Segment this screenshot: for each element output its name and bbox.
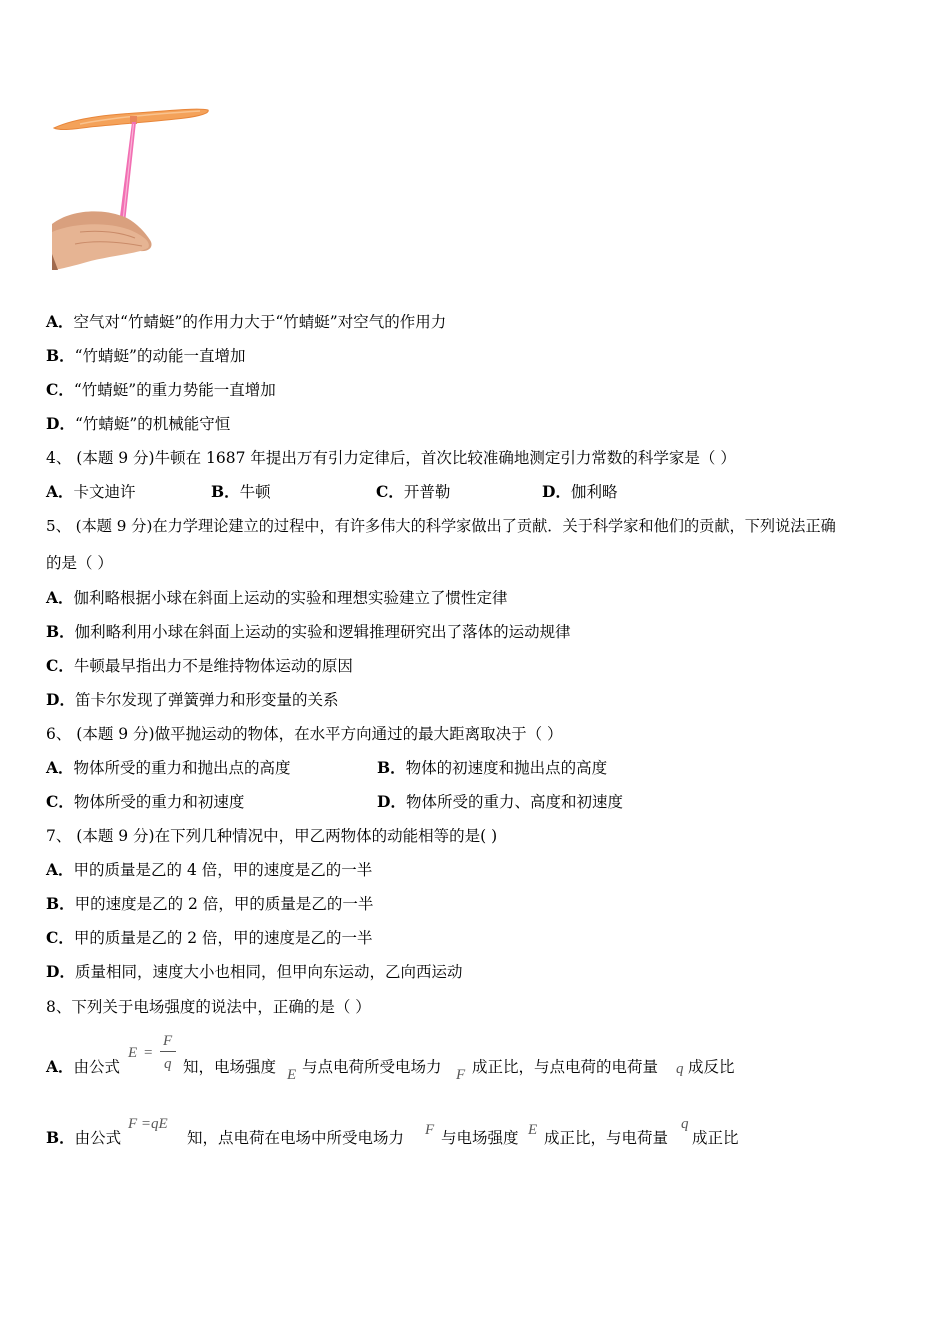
text-segment: 成正比，与点电荷的电荷量 (472, 1058, 659, 1076)
q3-option-d (46, 414, 230, 434)
q4-option-b (211, 482, 271, 502)
q6-option-d (377, 792, 623, 812)
q3-option-a (46, 312, 446, 332)
q8-option-a (46, 1033, 906, 1097)
option-label-and-text (46, 1128, 121, 1148)
formula-intro: 由公式 (74, 1129, 122, 1147)
formula-f-equals-qe: F =qE (128, 1116, 168, 1132)
option-text: 开普勒 (403, 483, 451, 501)
option-text: “竹蜻蜓”的机械能守恒 (74, 415, 231, 433)
q5-option-b (46, 622, 571, 642)
text-segment: 知，电场强度 (183, 1058, 277, 1076)
option-label: D． (542, 482, 571, 501)
option-label: C． (46, 928, 74, 947)
text-segment: 知，点电荷在电场中所受电场力 (187, 1129, 405, 1147)
option-label: B． (46, 1128, 75, 1147)
option-label: B． (46, 622, 75, 641)
option-text: 笛卡尔发现了弹簧弹力和形变量的关系 (74, 691, 339, 709)
q4-option-c (376, 482, 450, 502)
option-label: A． (46, 588, 74, 607)
option-text: 物体所受的重力、高度和初速度 (405, 793, 623, 811)
option-label: D． (46, 962, 75, 981)
option-label: D． (46, 690, 75, 709)
formula-equals: = (144, 1045, 153, 1061)
option-text: 物体所受的重力和初速度 (73, 793, 245, 811)
symbol-q: q (676, 1061, 684, 1077)
q8-stem: 8、下列关于电场强度的说法中，正确的是（ ） (46, 998, 371, 1016)
option-text: 伽利略 (570, 483, 618, 501)
option-label: C． (46, 380, 74, 399)
option-text: 甲的速度是乙的 2 倍，甲的质量是乙的一半 (74, 895, 374, 913)
option-text: 物体的初速度和抛出点的高度 (405, 759, 608, 777)
option-text: 空气对“竹蜻蜓”的作用力大于“竹蜻蜓”对空气的作用力 (73, 313, 447, 331)
option-label: D． (46, 414, 75, 433)
bamboo-dragonfly-figure (50, 104, 215, 272)
text-segment: 成正比，与电荷量 (544, 1129, 669, 1147)
formula-intro: 由公式 (73, 1058, 121, 1076)
q7-option-a (46, 860, 372, 880)
option-label: A． (46, 758, 74, 777)
symbol-e: E (287, 1067, 297, 1083)
q6-option-c (46, 792, 244, 812)
option-text: “竹蜻蜓”的动能一直增加 (74, 347, 246, 365)
option-text: 卡文迪许 (73, 483, 136, 501)
q7-option-c (46, 928, 373, 948)
symbol-f: F (456, 1067, 466, 1083)
q6-option-a (46, 758, 291, 778)
q7-option-d (46, 962, 462, 982)
option-label: C． (376, 482, 404, 501)
option-label: B． (377, 758, 406, 777)
symbol-f: F (425, 1122, 435, 1138)
q4-stem: 4、 (本题 9 分)牛顿在 1687 年提出万有引力定律后，首次比较准确地测定引力常数的科学家是（ ） (46, 449, 736, 467)
q3-option-c (46, 380, 276, 400)
q5-stem-line2: 的是（ ） (46, 554, 113, 572)
option-label: A． (46, 1057, 74, 1076)
option-label: B． (46, 346, 75, 365)
option-label: C． (46, 792, 74, 811)
option-label: A． (46, 860, 74, 879)
symbol-q: q (681, 1116, 689, 1132)
q4-option-d (542, 482, 617, 502)
option-text: 伽利略利用小球在斜面上运动的实验和逻辑推理研究出了落体的运动规律 (74, 623, 571, 641)
q3-option-b (46, 346, 245, 366)
q5-stem-line1: 5、 (本题 9 分)在力学理论建立的过程中，有许多伟大的科学家做出了贡献．关于科学家和他们的贡献，下列说法正确 (46, 517, 836, 535)
q6-option-b (377, 758, 607, 778)
text-segment: 成反比 (688, 1058, 735, 1076)
symbol-e: E (528, 1122, 538, 1138)
option-text: 牛顿 (239, 483, 271, 501)
text-segment: 与点电荷所受电场力 (302, 1058, 442, 1076)
q4-option-a (46, 482, 136, 502)
option-label: B． (211, 482, 240, 501)
option-text: 牛顿最早指出力不是维持物体运动的原因 (73, 657, 353, 675)
option-text: 甲的质量是乙的 2 倍，甲的速度是乙的一半 (73, 929, 373, 947)
q7-option-b (46, 894, 373, 914)
option-text: 甲的质量是乙的 4 倍，甲的速度是乙的一半 (73, 861, 373, 879)
text-segment: 成正比 (692, 1129, 739, 1147)
option-label: A． (46, 312, 74, 331)
option-text: 物体所受的重力和抛出点的高度 (73, 759, 291, 777)
q5-option-c (46, 656, 353, 676)
option-label: B． (46, 894, 75, 913)
formula-numerator: F (163, 1033, 173, 1049)
q5-option-d (46, 690, 338, 710)
q7-stem: 7、 (本题 9 分)在下列几种情况中，甲乙两物体的动能相等的是( ) (46, 827, 498, 845)
fraction-bar (160, 1051, 176, 1052)
option-label: A． (46, 482, 74, 501)
q5-option-a (46, 588, 508, 608)
option-label-and-text (46, 1057, 120, 1077)
formula-denominator: q (164, 1056, 172, 1072)
option-text: 质量相同，速度大小也相同，但甲向东运动，乙向西运动 (74, 963, 463, 981)
option-label: D． (377, 792, 406, 811)
option-label: C． (46, 656, 74, 675)
option-text: “竹蜻蜓”的重力势能一直增加 (73, 381, 276, 399)
option-text: 伽利略根据小球在斜面上运动的实验和理想实验建立了惯性定律 (73, 589, 508, 607)
text-segment: 与电场强度 (441, 1129, 519, 1147)
q6-stem: 6、 (本题 9 分)做平抛运动的物体，在水平方向通过的最大距离取决于（ ） (46, 725, 563, 743)
q8-option-b (46, 1116, 906, 1158)
formula-e-symbol: E (128, 1045, 138, 1061)
